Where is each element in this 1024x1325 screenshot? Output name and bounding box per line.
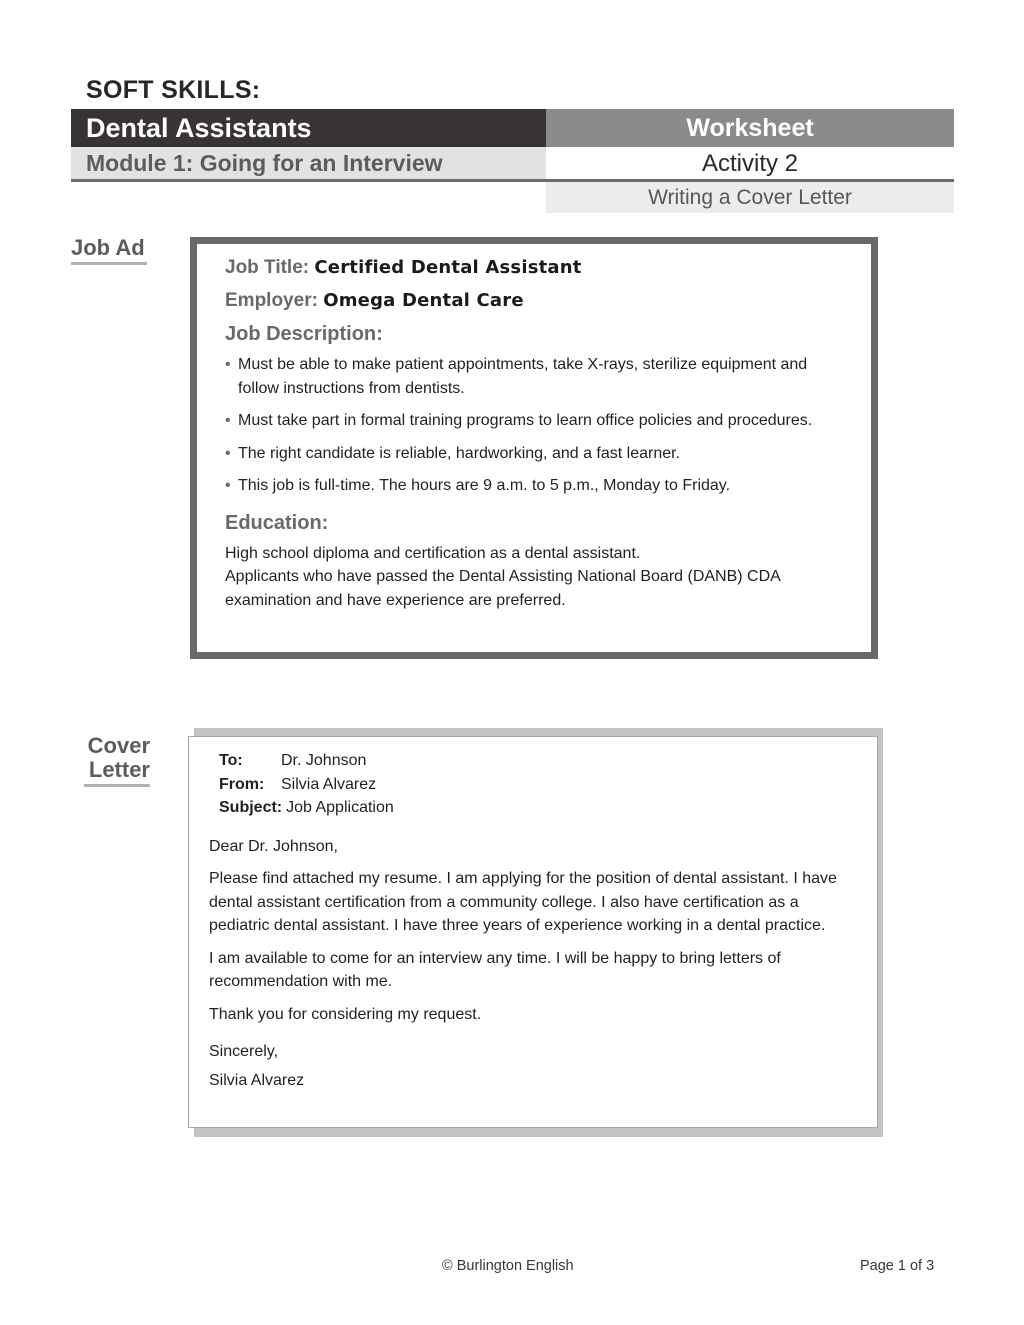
- to-line: [209, 749, 855, 773]
- job-ad-box: [190, 237, 878, 659]
- subject-label: Subject:: [219, 799, 283, 816]
- to-value: Dr. Johnson: [281, 752, 367, 769]
- list-item: • Must be able to make patient appointments, take X-rays, sterilize equipment and follow instructions from dentists.: [225, 353, 841, 400]
- job-ad-label: Job Ad: [71, 235, 145, 260]
- from-line: [209, 773, 855, 797]
- job-title-label: Job Title:: [225, 257, 310, 278]
- module-title: Module 1: Going for an Interview: [71, 147, 546, 182]
- subtitle-row: [71, 147, 954, 182]
- education-line: High school diploma and certification as a dental assistant.: [225, 544, 641, 562]
- job-description-list: [225, 353, 841, 498]
- list-item: • This job is full-time. The hours are 9 a.m. to 5 p.m., Monday to Friday.: [225, 474, 841, 498]
- letter-paragraph: Please find attached my resume. I am applying for the position of dental assistant. I have dental assistant certification from a community college. I also have certification as a pediatric dental assistant. I have three years of experience working in a dental practice.: [209, 870, 837, 934]
- footer-page-number: Page 1 of 3: [860, 1258, 935, 1274]
- job-description-heading: Job Description:: [225, 323, 383, 345]
- kicker-title: SOFT SKILLS:: [86, 76, 261, 104]
- letter-signature: Silvia Alvarez: [209, 1071, 305, 1089]
- education-heading: Education:: [225, 511, 329, 534]
- lesson-title: Writing a Cover Letter: [546, 182, 954, 213]
- title-bar: [71, 109, 954, 147]
- subject-line: [209, 796, 855, 820]
- letter-paragraph: I am available to come for an interview any time. I will be happy to bring letters of recommendation with me.: [209, 949, 781, 990]
- list-item: • Must take part in formal training programs to learn office policies and procedures.: [225, 409, 841, 433]
- job-title-value: Certified Dental Assistant: [314, 257, 582, 278]
- education-line: Applicants who have passed the Dental Assisting National Board (DANB) CDA examination and have experience are preferred.: [225, 568, 780, 609]
- job-ad-underline: [71, 262, 147, 265]
- letter-closing: Sincerely,: [209, 1043, 279, 1060]
- employer-label: Employer:: [225, 290, 318, 311]
- worksheet-label: Worksheet: [546, 109, 954, 147]
- list-item: • The right candidate is reliable, hardworking, and a fast learner.: [225, 442, 841, 466]
- employer-value: Omega Dental Care: [323, 290, 524, 311]
- activity-label: Activity 2: [546, 147, 954, 182]
- cover-letter-underline: [84, 784, 150, 787]
- job-title-line: [225, 256, 841, 280]
- from-label: From:: [219, 775, 265, 793]
- subject-value: Job Application: [286, 799, 394, 816]
- cover-letter-label: [84, 734, 150, 782]
- cover-letter-box: [188, 736, 878, 1128]
- letter-paragraph: Thank you for considering my request.: [209, 1005, 482, 1023]
- footer-copyright: © Burlington English: [442, 1258, 574, 1274]
- course-title: Dental Assistants: [71, 109, 546, 147]
- letter-greeting: Dear Dr. Johnson,: [209, 837, 338, 855]
- cover-letter-label-line2: Letter: [88, 757, 150, 782]
- from-value: Silvia Alvarez: [281, 775, 377, 793]
- employer-line: [225, 289, 841, 313]
- to-label: To:: [219, 752, 243, 769]
- cover-letter-label-line1: Cover: [87, 733, 150, 758]
